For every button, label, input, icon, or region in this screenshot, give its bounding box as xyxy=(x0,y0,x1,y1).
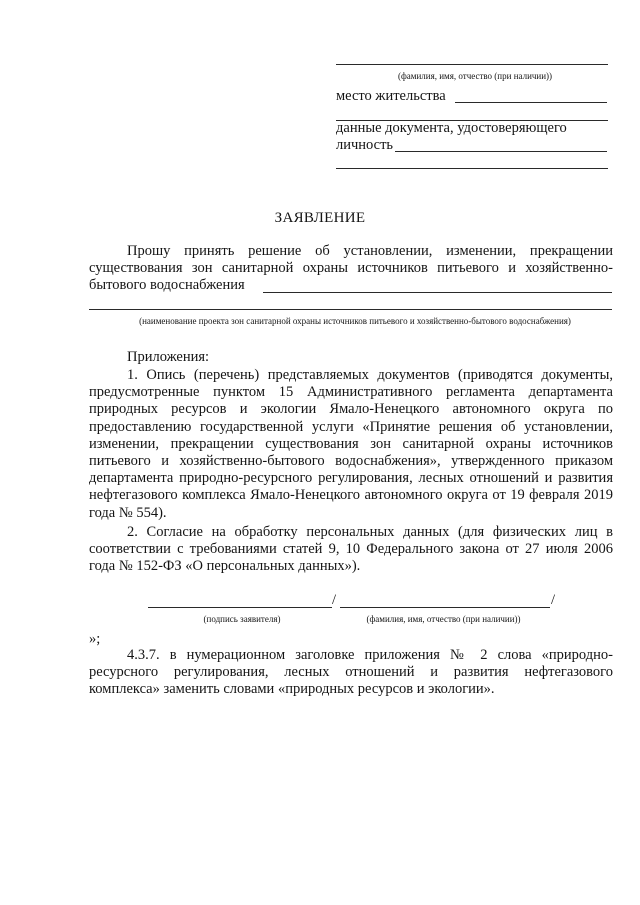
document-line-2[interactable] xyxy=(336,168,608,169)
attachments-heading: Приложения: xyxy=(127,349,210,365)
page-title: ЗАЯВЛЕНИЕ xyxy=(274,210,366,226)
residence-label: место жительства xyxy=(336,88,446,104)
attachment-item-1: 1. Опись (перечень) представляемых документов (приводятся документы, предусмотренные пунктом 15 Административного регламента департамента природных ресурсов и экологии Ямало-Ненецкого автономного округа по предоставлению государственной услуги «Принятие решения об установлении, изменении, прекращении существования зон санитарной охраны источников питьевого и хозяйственно-бытового водоснабжения», утвержденного приказом департамента природно-ресурсного регулирования, лесных отношений и развития нефтегазового комплекса Ямало-Ненецкого автономного округа от 19 февраля 2019 года № 554). xyxy=(89,367,613,521)
amendment-paragraph: 4.3.7. в нумерационном заголовке приложения № 2 слова «природно-ресурсного регулирования, лесных отношений и развития нефтегазового комплекса» заменить словами «природных ресурсов и экологии». xyxy=(89,647,613,698)
request-text: Прошу принять решение об установлении, изменении, прекращении существования зон санитарной охраны источников питьевого и хозяйственно-бытового водоснабжения xyxy=(89,243,613,294)
document-line[interactable] xyxy=(395,151,607,152)
closing-quote: »; xyxy=(89,631,101,647)
project-name-line[interactable] xyxy=(263,292,612,293)
fio-line[interactable] xyxy=(336,64,608,65)
signature-line[interactable] xyxy=(148,607,332,608)
signature-caption: (подпись заявителя) xyxy=(203,614,281,624)
residence-line[interactable] xyxy=(455,102,607,103)
signature-fio-line[interactable] xyxy=(340,607,550,608)
document-label-line1: данные документа, удостоверяющего xyxy=(336,120,567,136)
signature-slash-2: / xyxy=(551,592,556,608)
attachment-item-2: 2. Согласие на обработку персональных данных (для физических лиц в соответствии с требованиями статей 9, 10 Федерального закона от 27 июля 2006 года № 152-ФЗ «О персональных данных»). xyxy=(89,524,613,575)
document-label-line2: личность xyxy=(336,137,394,153)
request-paragraph xyxy=(89,243,613,295)
fio-caption: (фамилия, имя, отчество (при наличии)) xyxy=(397,71,553,81)
signature-fio-caption: (фамилия, имя, отчество (при наличии)) xyxy=(366,614,521,624)
project-name-caption: (наименование проекта зон санитарной охраны источников питьевого и хозяйственно-бытового водоснабжения) xyxy=(139,316,571,326)
signature-slash-1: / xyxy=(332,592,337,608)
project-name-line-2[interactable] xyxy=(89,309,612,310)
